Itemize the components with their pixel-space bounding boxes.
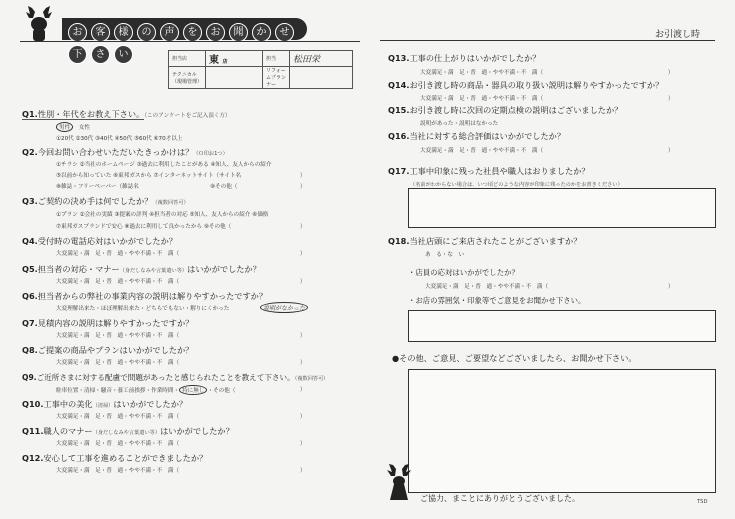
q4-scale: 大変満足・満 足・普 通・やや不満・不 満（ (56, 251, 180, 257)
q12-scale: 大変満足・満 足・普 通・やや不満・不 満（ (56, 468, 180, 474)
q12-text: Q12.安心して工事を進めることができましたか？ (22, 453, 208, 463)
other-comments-label: ●その他、ご意見、ご要望などございましたら、お聞かせ下さい。 (392, 353, 637, 363)
q17-text: Q17.工事中印象に残った社員や職人はおりましたか？ (388, 166, 590, 176)
q11-paren-close: ） (300, 441, 306, 447)
q16-text: Q16.当社に対する総合評価はいかがでしたか？ (388, 131, 566, 141)
q13-paren-close: ） (668, 70, 674, 76)
q3-options-1: ①プラン ②会社の実績 ③提案の評判 ④担当者の対応 ⑤知人、友人からの紹介 ⑥価格 (56, 212, 269, 218)
q7-paren-close: ） (300, 333, 306, 339)
title-char: お (68, 23, 87, 42)
q12-paren-close: ） (300, 468, 306, 474)
q3-options-2: ⑦東邦ガスブランドで安心 ⑧過去に利用して良かったから ⑨その他（ (56, 224, 232, 230)
title-char: 下 (68, 45, 87, 64)
info-table (168, 50, 353, 89)
q9-paren-close: ） (300, 387, 306, 393)
q5-paren-close: ） (300, 279, 306, 285)
q2-options-1: ①チラシ ②当社のホームページ ③過去に利用したことがある ④知人、友人からの紹介 (56, 162, 272, 168)
q17-answer-box[interactable] (408, 188, 716, 228)
branch-label: 担当店 (169, 51, 206, 67)
title-char: の (137, 23, 156, 42)
q18-sub1: ・店員の応対はいかがでしたか？ (408, 268, 519, 277)
title-char: せ (275, 23, 294, 42)
q2-options-3: ⑧雑誌・フリーペーパー（雑誌名 (56, 184, 139, 190)
q18-sub1-scale: 大変満足・満 足・普 通・やや不満・不 満（ (425, 284, 549, 290)
q15-scale: 説明があった・説明はなかった (420, 121, 499, 127)
thanks-message: ご協力、まことにありがとうございました。 (420, 494, 580, 503)
q15-text: Q15.お引き渡し時に次回の定期点検の説明はございましたか？ (388, 105, 623, 115)
q18-sub1-paren-close: ） (668, 284, 674, 290)
q8-text: Q8.ご提案の商品やプランはいかがでしたか？ (22, 345, 194, 355)
tech-label: テクニカル（現場管理） (169, 67, 206, 89)
form-code: TSD (697, 499, 708, 505)
q2-text: Q2.今回お問い合わせいただいたきっかけは？（Ｏ印お1つ） (22, 147, 228, 157)
title-char: か (252, 23, 271, 42)
title-char: 客 (91, 23, 110, 42)
q18-answer-box[interactable] (408, 310, 716, 342)
q5-text: Q5.担当者の対応・マナー（身だしなみや言葉遣い等）はいかがでしたか？ (22, 264, 261, 274)
q10-scale: 大変満足・満 足・普 通・やや不満・不 満（ (56, 414, 180, 420)
deer-icon (384, 462, 414, 502)
q1-text: Q1.性別・年代をお教え下さい。（このアンケートをご記入頂く方） (22, 109, 231, 119)
q6-handwrite: 説明がなかった (260, 302, 308, 313)
q5-scale: 大変満足・満 足・普 通・やや不満・不 満（ (56, 279, 180, 285)
manager-value: 松田栄 (290, 51, 353, 67)
reform-label: リフォームプランナー (263, 67, 290, 89)
q18-text: Q18.当社店頭にご来店されたことがございますか？ (388, 236, 582, 246)
q14-text: Q14.お引き渡し時の商品・器具の取り扱い説明は解りやすかったですか？ (388, 80, 664, 90)
q1-ages: ①20代 ②30代 ③40代 ④50代 ⑤60代 ⑥70才以上 (56, 136, 183, 142)
branch-value: 東 (209, 55, 219, 66)
title-char: 聞 (229, 23, 248, 42)
deer-logo-icon (20, 4, 60, 42)
q4-text: Q4.受付時の電話応対はいかがでしたか？ (22, 236, 177, 246)
q14-scale: 大変満足・満 足・普 通・やや不満・不 満（ (420, 96, 544, 102)
q18-scale: あ る・な い (425, 252, 465, 258)
title-char: 様 (114, 23, 133, 42)
q6-scale: 大変理解出来た・ほぼ理解出来た・どちらでもない・解りにくかった (56, 306, 230, 312)
q2-options-3b: ⑨その他（ (210, 184, 238, 190)
q6-text: Q6.担当者からの弊社の事業内容の説明は解りやすかったですか？ (22, 291, 268, 301)
q7-text: Q7.見積内容の説明は解りやすかったですか？ (22, 318, 194, 328)
title-char: お (206, 23, 225, 42)
q11-text: Q11.職人のマナー（身だしなみや言葉遣い等）はいかがでしたか？ (22, 426, 234, 436)
q2-paren-close: ） (300, 173, 306, 179)
q3-text: Q3.ご契約の決め手は何でしたか？（複数回答可） (22, 196, 189, 206)
q13-scale: 大変満足・満 足・普 通・やや不満・不 満（ (420, 70, 544, 76)
q16-paren-close: ） (668, 148, 674, 154)
q1-gender: 男性 女性 (56, 122, 90, 132)
q2-options-2: ⑤以前から知っていた ⑥東邦ガスから ⑦インターネットサイト（サイト名 (56, 173, 242, 179)
q14-paren-close: ） (668, 96, 674, 102)
q8-scale: 大変満足・満 足・普 通・やや不満・不 満（ (56, 360, 180, 366)
q10-paren-close: ） (300, 414, 306, 420)
title-char: い (114, 45, 133, 64)
other-comments-box[interactable] (408, 369, 716, 493)
q3-paren-close: ） (300, 224, 306, 230)
q8-paren-close: ） (300, 360, 306, 366)
q11-scale: 大変満足・満 足・普 通・やや不満・不 満（ (56, 441, 180, 447)
title-char: さ (91, 45, 110, 64)
q13-text: Q13.工事の仕上がりはいかがでしたか？ (388, 53, 541, 63)
right-header-label: お引渡し時 (655, 30, 701, 40)
q17-note: （名前がわからない場合は、いつ頃どのような内容が印象に残ったのかをお書きください） (410, 182, 623, 188)
branch-suffix: 店 (222, 59, 228, 65)
q9-scale: 駐車位置・清掃・騒音・養工前挨拶・作業時間・ 特に無し ・その他（ (56, 385, 235, 395)
q18-sub2: ・お店の雰囲気・印象等でご意見をお聞かせ下さい。 (408, 296, 586, 305)
q2-paren-close-2: ） (300, 184, 306, 190)
q16-scale: 大変満足・満 足・普 通・やや不満・不 満（ (420, 148, 544, 154)
manager-label: 担当 (263, 51, 290, 67)
q4-paren-close: ） (300, 251, 306, 257)
q10-text: Q10.工事中の美化（清掃）はいかがでしたか？ (22, 399, 188, 409)
title-char: を (183, 23, 202, 42)
q7-scale: 大変満足・満 足・普 通・やや不満・不 満（ (56, 333, 180, 339)
title-char: 声 (160, 23, 179, 42)
q9-text: Q9.ご近所さまに対する配慮で問題があったと感じられたことを教えて下さい。（複数回答可） (22, 373, 329, 382)
